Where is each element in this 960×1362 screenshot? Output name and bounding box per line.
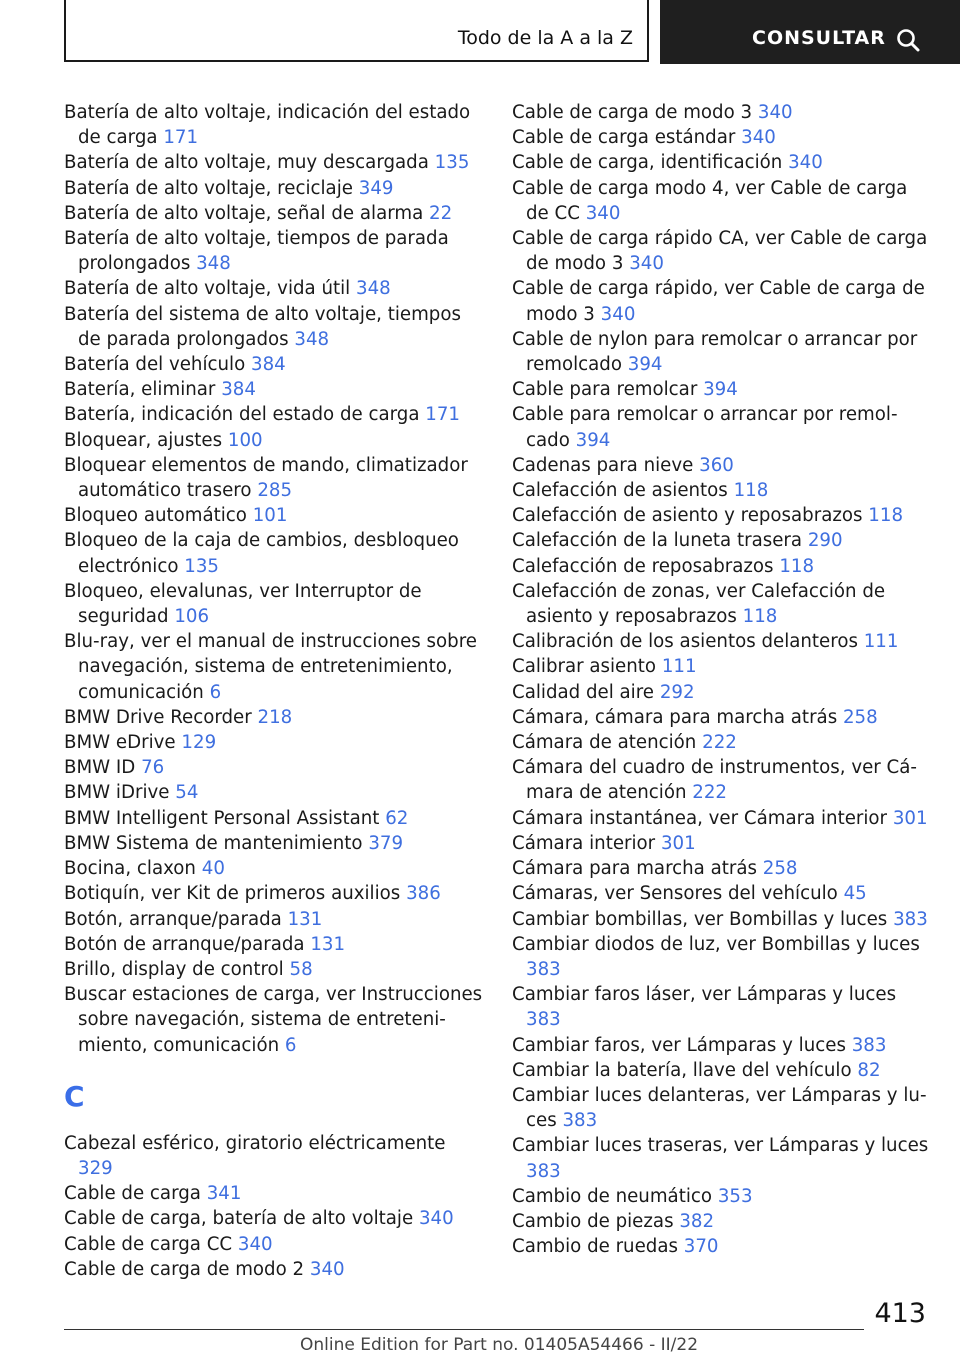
entry-term: Batería del sistema de alto voltaje, tiempos de parada prolongados [64,303,461,350]
entry-term: Brillo, display de control [64,958,284,980]
index-entry [512,402,932,452]
entry-term: Batería del vehículo [64,354,246,376]
index-entry [64,907,484,932]
entry-page-link[interactable]: 386 [406,883,441,905]
entry-page-link[interactable]: 101 [252,505,288,527]
entry-term: Calefacción de la luneta trasera [512,530,803,552]
entry-term: Bloqueo automático [64,505,247,527]
index-list-b [64,100,484,1058]
entry-term: Batería de alto voltaje, indicación del estado de carga [64,102,471,149]
index-list-c-continued [512,100,932,1259]
section-letter-c: C [64,1079,85,1113]
index-entry [64,932,484,957]
index-entry [512,831,932,856]
entry-term: BMW Drive Recorder [64,706,252,728]
index-column-left [64,100,484,1282]
entry-term: Cambiar faros, ver Lámparas y luces [512,1034,846,1056]
entry-page-link[interactable]: 22 [429,202,453,224]
entry-page-link[interactable]: 383 [851,1034,887,1056]
index-entry [64,780,484,805]
entry-term: Cable de carga de modo 3 [512,102,753,123]
entry-page-link[interactable]: 340 [309,1258,345,1280]
entry-page-link[interactable]: 58 [289,958,313,980]
entry-term: Cambiar bombillas, ver Bombillas y luces [512,908,888,930]
footer-divider [64,1329,864,1330]
entry-page-link[interactable]: 370 [683,1236,719,1258]
entry-term: Calidad del aire [512,681,655,703]
entry-page-link[interactable]: 340 [237,1233,273,1255]
entry-term: Calefacción de asiento y reposabrazos [512,505,863,527]
entry-page-link[interactable]: 218 [257,706,293,728]
index-entry [512,1083,932,1133]
entry-term: Calefacción de zonas, ver Calefacción de asiento y reposabrazos [512,580,886,628]
index-entry [512,982,932,1032]
entry-page-link[interactable]: 135 [434,152,470,174]
index-entry [64,831,484,856]
entry-page-link[interactable]: 341 [206,1183,242,1205]
entry-term: Botón, arranque/parada [64,908,282,930]
index-entry [512,629,932,654]
entry-term: Blu-ray, ver el manual de instrucciones sobre navegación, sistema de entretenimiento, comunicación [64,631,477,703]
index-entry [64,881,484,906]
index-entry [512,150,932,175]
entry-page-link[interactable]: 45 [843,883,867,905]
entry-term: BMW Intelligent Personal Assistant [64,807,380,829]
entry-term: Batería, indicación del estado de carga [64,404,420,426]
entry-page-link[interactable]: 135 [184,555,219,577]
index-entry [64,856,484,881]
index-entry [512,1184,932,1209]
index-entry [64,503,484,528]
index-entry [512,478,932,503]
entry-page-link[interactable]: 111 [863,631,899,653]
entry-term: Calibración de los asientos delanteros [512,631,858,653]
entry-page-link[interactable]: 379 [368,832,404,854]
entry-page-link[interactable]: 348 [356,278,391,300]
index-entry [512,932,932,982]
entry-page-link[interactable]: 384 [221,379,256,401]
entry-term: Cambiar la batería, llave del vehículo [512,1059,852,1081]
consult-tab-label: CONSULTAR [752,27,886,49]
consult-tab[interactable] [660,0,960,64]
index-entry [64,226,484,276]
entry-page-link[interactable]: 301 [892,807,928,829]
index-column-right [512,100,932,1259]
entry-term: Botiquín, ver Kit de primeros auxilios [64,883,401,905]
page-header [0,0,960,66]
entry-page-link[interactable]: 258 [762,858,798,880]
entry-page-link[interactable]: 6 [284,1034,297,1056]
entry-term: Batería de alto voltaje, vida útil [64,278,351,300]
entry-page-link[interactable]: 383 [526,1160,561,1182]
index-entry [64,302,484,352]
entry-page-link[interactable]: 118 [868,505,904,527]
entry-term: Cambio de ruedas [512,1236,678,1258]
entry-term: Batería, eliminar [64,379,216,401]
entry-term: Cámaras, ver Sensores del vehículo [512,883,838,905]
entry-page-link[interactable]: 100 [227,429,263,451]
index-entry [64,579,484,629]
entry-page-link[interactable]: 348 [294,328,330,350]
index-entry [512,730,932,755]
entry-term: Batería de alto voltaje, tiempos de parada prolongados [64,228,449,275]
entry-page-link[interactable]: 340 [418,1208,454,1230]
entry-term: Calefacción de asientos [512,480,728,502]
entry-term: BMW eDrive [64,732,176,754]
index-entry [64,176,484,201]
entry-page-link[interactable]: 106 [174,606,210,628]
entry-term: Cable de carga rápido, ver Cable de carga de modo 3 [512,278,925,325]
entry-page-link[interactable]: 383 [562,1110,598,1132]
entry-page-link[interactable]: 258 [842,706,878,728]
entry-term: Cable de carga modo 4, ver Cable de carga de CC [512,177,908,224]
entry-term: Cable de carga de modo 2 [64,1258,305,1280]
entry-page-link[interactable]: 340 [757,102,793,123]
index-entry [512,453,932,478]
entry-page-link[interactable]: 394 [575,429,611,451]
entry-page-link[interactable]: 40 [201,858,225,880]
index-entry [64,453,484,503]
index-entry [64,982,484,1058]
index-entry [512,176,932,226]
index-list-c [64,1131,484,1282]
index-entry [512,125,932,150]
index-entry [512,503,932,528]
entry-term: Cámara instantánea, ver Cámara interior [512,807,888,829]
index-entry [64,1206,484,1231]
entry-term: Cambio de neumático [512,1185,713,1207]
entry-page-link[interactable]: 118 [779,555,815,577]
entry-term: Cable de carga CC [64,1233,233,1255]
index-entry [64,528,484,578]
index-entry [64,806,484,831]
entry-term: Cable de nylon para remolcar o arrancar por remolcado [512,328,918,376]
index-entry [64,730,484,755]
entry-page-link[interactable]: 383 [526,958,561,980]
entry-page-link[interactable]: 76 [141,757,165,779]
entry-term: Bloquear elementos de mando, climatizador automático trasero [64,454,468,502]
index-entry [64,100,484,150]
entry-page-link[interactable]: 118 [742,606,778,628]
page-number: 413 [874,1298,926,1329]
entry-term: Cable de carga estándar [512,127,736,149]
index-entry [512,1133,932,1183]
entry-term: Bloqueo de la caja de cambios, desbloqueo electrónico [64,530,459,577]
entry-page-link[interactable]: 171 [163,127,199,149]
entry-page-link[interactable]: 340 [600,303,636,325]
index-entry [512,806,932,831]
entry-page-link[interactable]: 384 [251,354,286,376]
entry-term: Batería de alto voltaje, muy descargada [64,152,429,174]
index-entry [64,276,484,301]
entry-term: Botón de arranque/parada [64,933,305,955]
entry-term: BMW Sistema de mantenimiento [64,832,363,854]
index-entry [512,1209,932,1234]
entry-page-link[interactable]: 290 [807,530,843,552]
index-entry [64,377,484,402]
entry-term: Cámara para marcha atrás [512,858,757,880]
index-entry [512,856,932,881]
entry-page-link[interactable]: 171 [425,404,460,426]
index-entry [512,1234,932,1259]
entry-term: Cambiar luces delanteras, ver Lámparas y luces [512,1084,927,1132]
entry-page-link[interactable]: 222 [702,732,737,754]
entry-page-link[interactable]: 131 [310,933,346,955]
index-entry [64,150,484,175]
entry-page-link[interactable]: 131 [287,908,323,930]
entry-page-link[interactable]: 394 [627,354,663,376]
entry-page-link[interactable]: 383 [893,908,928,930]
entry-term: Cable de carga, identificación [512,152,783,174]
entry-term: BMW iDrive [64,782,170,804]
entry-page-link[interactable]: 360 [699,454,734,476]
entry-page-link[interactable]: 383 [526,1009,561,1031]
index-entry [64,1232,484,1257]
index-entry [512,680,932,705]
entry-term: Cable para remolcar [512,379,698,401]
entry-term: Cambiar faros láser, ver Lámparas y luces [512,984,897,1006]
entry-page-link[interactable]: 301 [660,832,696,854]
index-entry [512,276,932,326]
footer-edition-text: Online Edition for Part no. 01405A54466 - II/22 [300,1335,699,1355]
entry-term: Bocina, claxon [64,858,196,880]
entry-page-link[interactable]: 82 [857,1059,881,1081]
index-entry [512,881,932,906]
index-entry [64,201,484,226]
entry-page-link[interactable]: 353 [717,1185,753,1207]
entry-page-link[interactable]: 340 [629,253,664,275]
entry-page-link[interactable]: 222 [692,782,727,804]
entry-term: Cabezal esférico, giratorio eléctricamente [64,1132,446,1154]
entry-page-link[interactable]: 348 [196,253,231,275]
entry-term: Bloquear, ajustes [64,429,223,451]
index-entry [64,402,484,427]
index-entry [512,1058,932,1083]
entry-page-link[interactable]: 340 [585,202,621,224]
entry-term: Calefacción de reposabrazos [512,555,774,577]
entry-term: Cable de carga [64,1183,201,1205]
entry-term: Cámara de atención [512,732,697,754]
index-entry [64,629,484,705]
index-entry [512,1033,932,1058]
entry-term: Bloqueo, elevalunas, ver Interruptor de seguridad [64,580,422,628]
entry-page-link[interactable]: 340 [741,127,776,149]
index-entry [512,226,932,276]
index-entry [64,1131,484,1181]
index-entry [512,654,932,679]
entry-page-link[interactable]: 118 [733,480,769,502]
index-entry [512,327,932,377]
index-entry [512,528,932,553]
entry-term: Cámara del cuadro de instrumentos, ver Cámara de atención [512,757,917,804]
entry-term: Cambio de piezas [512,1210,674,1232]
entry-page-link[interactable]: 62 [385,807,409,829]
entry-term: Buscar estaciones de carga, ver Instrucciones sobre navegación, sistema de entretenimiento, comunicación [64,984,483,1056]
index-entry [64,705,484,730]
index-entry [64,755,484,780]
entry-term: Cámara, cámara para marcha atrás [512,706,838,728]
index-entry [512,100,932,125]
entry-term: Cable de carga, batería de alto voltaje [64,1208,414,1230]
entry-term: Cambiar luces traseras, ver Lámparas y luces [512,1135,929,1157]
entry-page-link[interactable]: 111 [661,656,697,678]
entry-term: Cable de carga rápido CA, ver Cable de carga de modo 3 [512,228,928,275]
entry-page-link[interactable]: 129 [181,732,217,754]
index-entry [64,957,484,982]
entry-page-link[interactable]: 349 [358,177,394,199]
index-entry [512,579,932,629]
entry-term: Cámara interior [512,832,656,854]
entry-page-link[interactable]: 340 [788,152,823,174]
entry-term: Batería de alto voltaje, reciclaje [64,177,353,199]
index-entry [64,352,484,377]
entry-page-link[interactable]: 6 [209,681,222,703]
entry-term: BMW ID [64,757,136,779]
entry-page-link[interactable]: 292 [659,681,695,703]
index-entry [512,554,932,579]
entry-page-link[interactable]: 54 [175,782,199,804]
entry-page-link[interactable]: 329 [78,1157,113,1179]
index-entry [512,377,932,402]
entry-page-link[interactable]: 394 [703,379,738,401]
search-icon[interactable] [895,27,921,53]
entry-term: Cable para remolcar o arrancar por remolcado [512,404,898,451]
entry-page-link[interactable]: 285 [257,480,293,502]
index-entry [512,755,932,805]
index-entry [512,705,932,730]
entry-page-link[interactable]: 382 [679,1210,715,1232]
index-entry [64,1257,484,1282]
index-entry [512,907,932,932]
index-tab-label: Todo de la A a la Z [457,27,633,49]
index-entry [64,1181,484,1206]
entry-term: Batería de alto voltaje, señal de alarma [64,202,424,224]
index-entry [64,428,484,453]
index-tab[interactable] [64,0,649,62]
entry-term: Calibrar asiento [512,656,657,678]
entry-term: Cambiar diodos de luz, ver Bombillas y luces [512,933,920,955]
entry-term: Cadenas para nieve [512,454,694,476]
